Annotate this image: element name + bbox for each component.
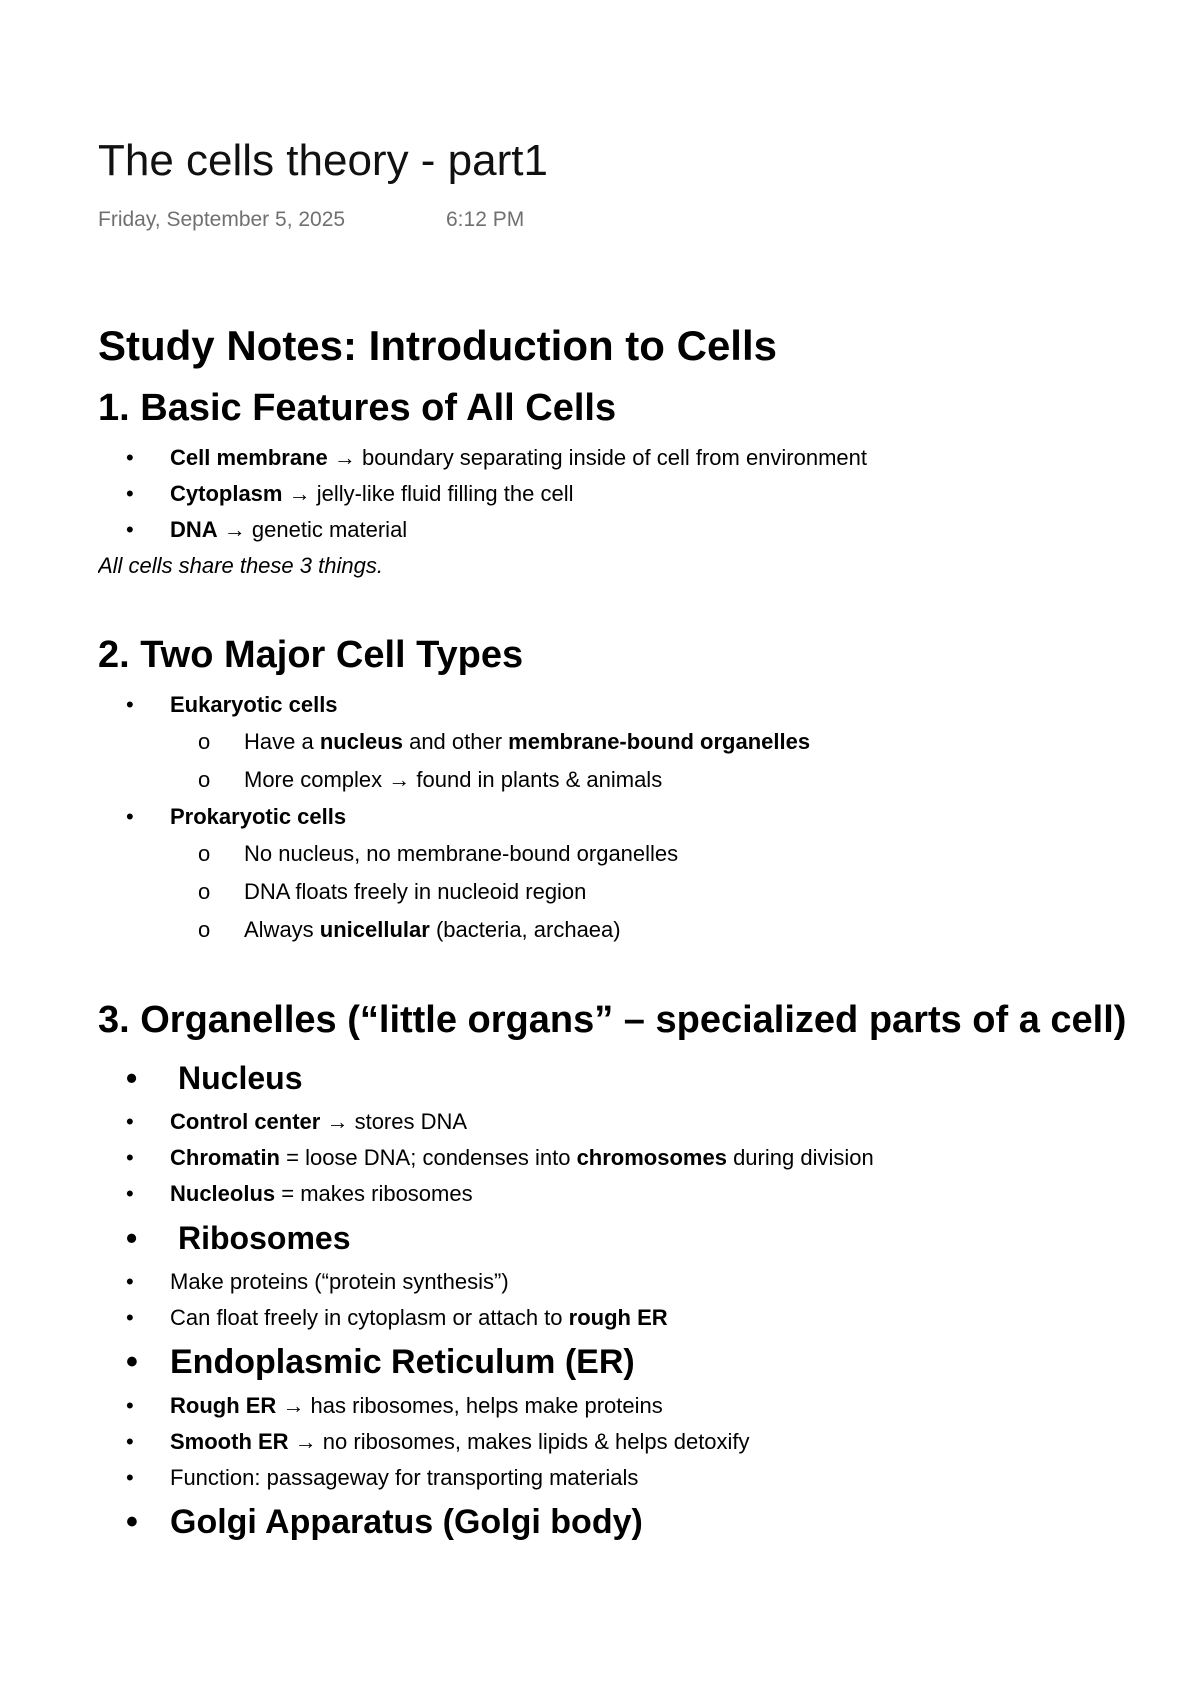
item-text: (bacteria, archaea) bbox=[429, 916, 621, 942]
page-title: The cells theory - part1 bbox=[98, 136, 548, 185]
page-date: Friday, September 5, 2025 bbox=[98, 208, 346, 231]
section-heading-organelles: 3. Organelles (“little organs” – specialized parts of a cell) bbox=[98, 998, 1127, 1041]
sub-list-item bbox=[98, 911, 1138, 949]
term: DNA bbox=[170, 516, 218, 542]
note-content bbox=[98, 320, 1138, 1582]
item-text: during division bbox=[726, 1144, 874, 1170]
item-text: = makes ribosomes bbox=[275, 1180, 473, 1206]
main-heading: Study Notes: Introduction to Cells bbox=[98, 322, 777, 369]
list-item bbox=[98, 1140, 1138, 1176]
item-text: → no ribosomes, makes lipids & helps detoxify bbox=[288, 1428, 750, 1454]
term: Prokaryotic cells bbox=[170, 803, 347, 829]
organelles-list bbox=[98, 1052, 1138, 1548]
term: Cytoplasm bbox=[170, 480, 283, 506]
term: Eukaryotic cells bbox=[170, 691, 338, 717]
item-text: = loose DNA; condenses into bbox=[280, 1144, 577, 1170]
list-item bbox=[98, 799, 1138, 835]
item-text: → boundary separating inside of cell from environment bbox=[327, 444, 868, 470]
list-item bbox=[98, 1104, 1138, 1140]
list-item bbox=[98, 512, 1138, 548]
term: Cell membrane bbox=[170, 444, 328, 470]
organelle-heading-golgi: • Golgi Apparatus (Golgi body) bbox=[98, 1496, 1138, 1548]
page-time: 6:12 PM bbox=[446, 208, 525, 231]
term: rough ER bbox=[568, 1304, 668, 1330]
list-item bbox=[98, 476, 1138, 512]
term: chromosomes bbox=[576, 1144, 727, 1170]
item-text: → genetic material bbox=[217, 516, 408, 542]
term: nucleus bbox=[319, 728, 403, 754]
organelle-heading-nucleus: • Nucleus bbox=[98, 1052, 1138, 1104]
item-text: Have a bbox=[244, 728, 320, 754]
sub-list-item: o No nucleus, no membrane-bound organelles bbox=[98, 835, 1138, 873]
list-item: • Make proteins (“protein synthesis”) bbox=[98, 1264, 1138, 1300]
organelle-heading-ribosomes: • Ribosomes bbox=[98, 1212, 1138, 1264]
organelle-heading-er: • Endoplasmic Reticulum (ER) bbox=[98, 1336, 1138, 1388]
list-item bbox=[98, 1300, 1138, 1336]
list-item: • Function: passageway for transporting materials bbox=[98, 1460, 1138, 1496]
sub-list-item: o More complex → found in plants & animals bbox=[98, 761, 1138, 799]
italic-note: All cells share these 3 things. bbox=[98, 552, 383, 578]
list-item bbox=[98, 1176, 1138, 1212]
term: Rough ER bbox=[170, 1392, 277, 1418]
term: Smooth ER bbox=[170, 1428, 289, 1454]
term: membrane-bound organelles bbox=[508, 728, 811, 754]
item-text: → stores DNA bbox=[320, 1108, 468, 1134]
list-item bbox=[98, 440, 1138, 476]
term: Control center bbox=[170, 1108, 321, 1134]
cell-types-list bbox=[98, 687, 1138, 949]
item-text: → has ribosomes, helps make proteins bbox=[276, 1392, 663, 1418]
term: Nucleolus bbox=[170, 1180, 276, 1206]
list-item bbox=[98, 1388, 1138, 1424]
sub-list-item bbox=[98, 723, 1138, 761]
basic-features-list bbox=[98, 440, 1138, 548]
item-text: → jelly-like fluid filling the cell bbox=[282, 480, 574, 506]
item-text: and other bbox=[402, 728, 509, 754]
section-heading-cell-types: 2. Two Major Cell Types bbox=[98, 633, 524, 676]
term: unicellular bbox=[319, 916, 430, 942]
section-heading-basic-features: 1. Basic Features of All Cells bbox=[98, 386, 617, 429]
term: Chromatin bbox=[170, 1144, 280, 1170]
sub-list-item: o DNA floats freely in nucleoid region bbox=[98, 873, 1138, 911]
item-text: Always bbox=[244, 916, 320, 942]
page-meta bbox=[98, 208, 525, 232]
item-text: Can float freely in cytoplasm or attach to bbox=[170, 1304, 569, 1330]
list-item bbox=[98, 1424, 1138, 1460]
list-item bbox=[98, 687, 1138, 723]
